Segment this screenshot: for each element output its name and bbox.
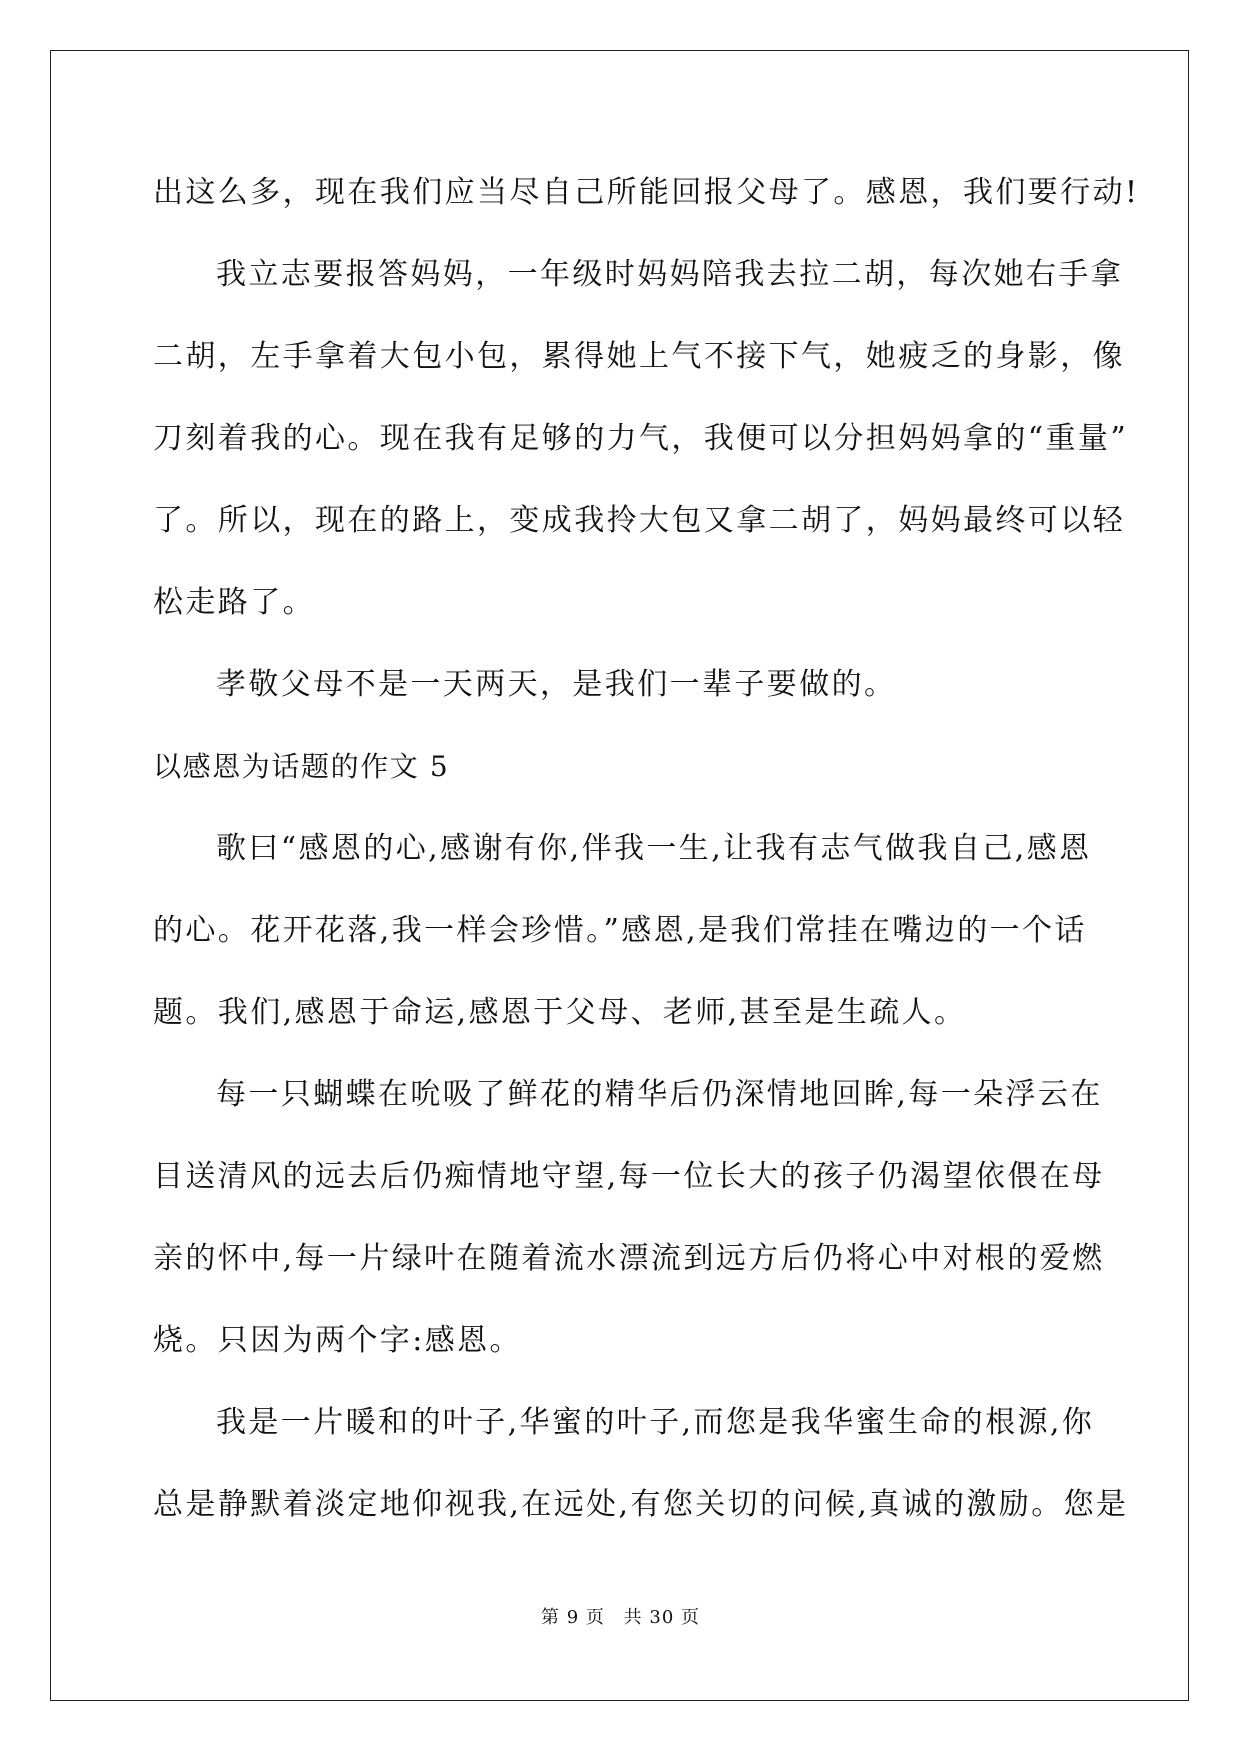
paragraph-start: 我是一片暖和的叶子,华蜜的叶子,而您是我华蜜生命的根源,你	[216, 1405, 1095, 1440]
text-line: 的心。花开花落,我一样会珍惜。”感恩,是我们常挂在嘴边的一个话	[153, 913, 1087, 948]
text-line: 松走路了。	[153, 585, 315, 620]
text-line: 总是静默着淡定地仰视我,在远处,有您关切的问候,真诚的激励。您是	[153, 1487, 1129, 1522]
text-line: 烧。只因为两个字:感恩。	[153, 1323, 522, 1358]
text-line: 亲的怀中,每一片绿叶在随着流水漂流到远方后仍将心中对根的爱燃	[153, 1241, 1105, 1276]
page-number: 第 9 页	[541, 1607, 605, 1628]
page-total: 共 30 页	[623, 1607, 700, 1628]
text-line: 二胡，左手拿着大包小包，累得她上气不接下气，她疲乏的身影，像	[153, 339, 1125, 374]
paragraph-start: 我立志要报答妈妈，一年级时妈妈陪我去拉二胡，每次她右手拿	[216, 257, 1124, 292]
paragraph-start: 每一只蝴蝶在吮吸了鲜花的精华后仍深情地回眸,每一朵浮云在	[216, 1077, 1103, 1112]
page-footer	[0, 1603, 1241, 1629]
paragraph-start: 歌曰“感恩的心,感谢有你,伴我一生,让我有志气做我自己,感恩	[216, 831, 1092, 866]
text-line: 题。我们,感恩于命运,感恩于父母、老师,甚至是生疏人。	[153, 995, 967, 1030]
text-line: 出这么多，现在我们应当尽自己所能回报父母了。感恩，我们要行动!	[153, 175, 1140, 210]
text-line: 了。所以，现在的路上，变成我拎大包又拿二胡了，妈妈最终可以轻	[153, 503, 1125, 538]
section-heading: 以感恩为话题的作文 5	[153, 750, 450, 783]
text-line: 目送清风的远去后仍痴情地守望,每一位长大的孩子仍渴望依偎在母	[153, 1159, 1105, 1194]
document-body	[153, 163, 1140, 1557]
text-line: 刀刻着我的心。现在我有足够的力气，我便可以分担妈妈拿的“重量”	[153, 421, 1129, 456]
paragraph-start: 孝敬父母不是一天两天，是我们一辈子要做的。	[216, 667, 897, 702]
